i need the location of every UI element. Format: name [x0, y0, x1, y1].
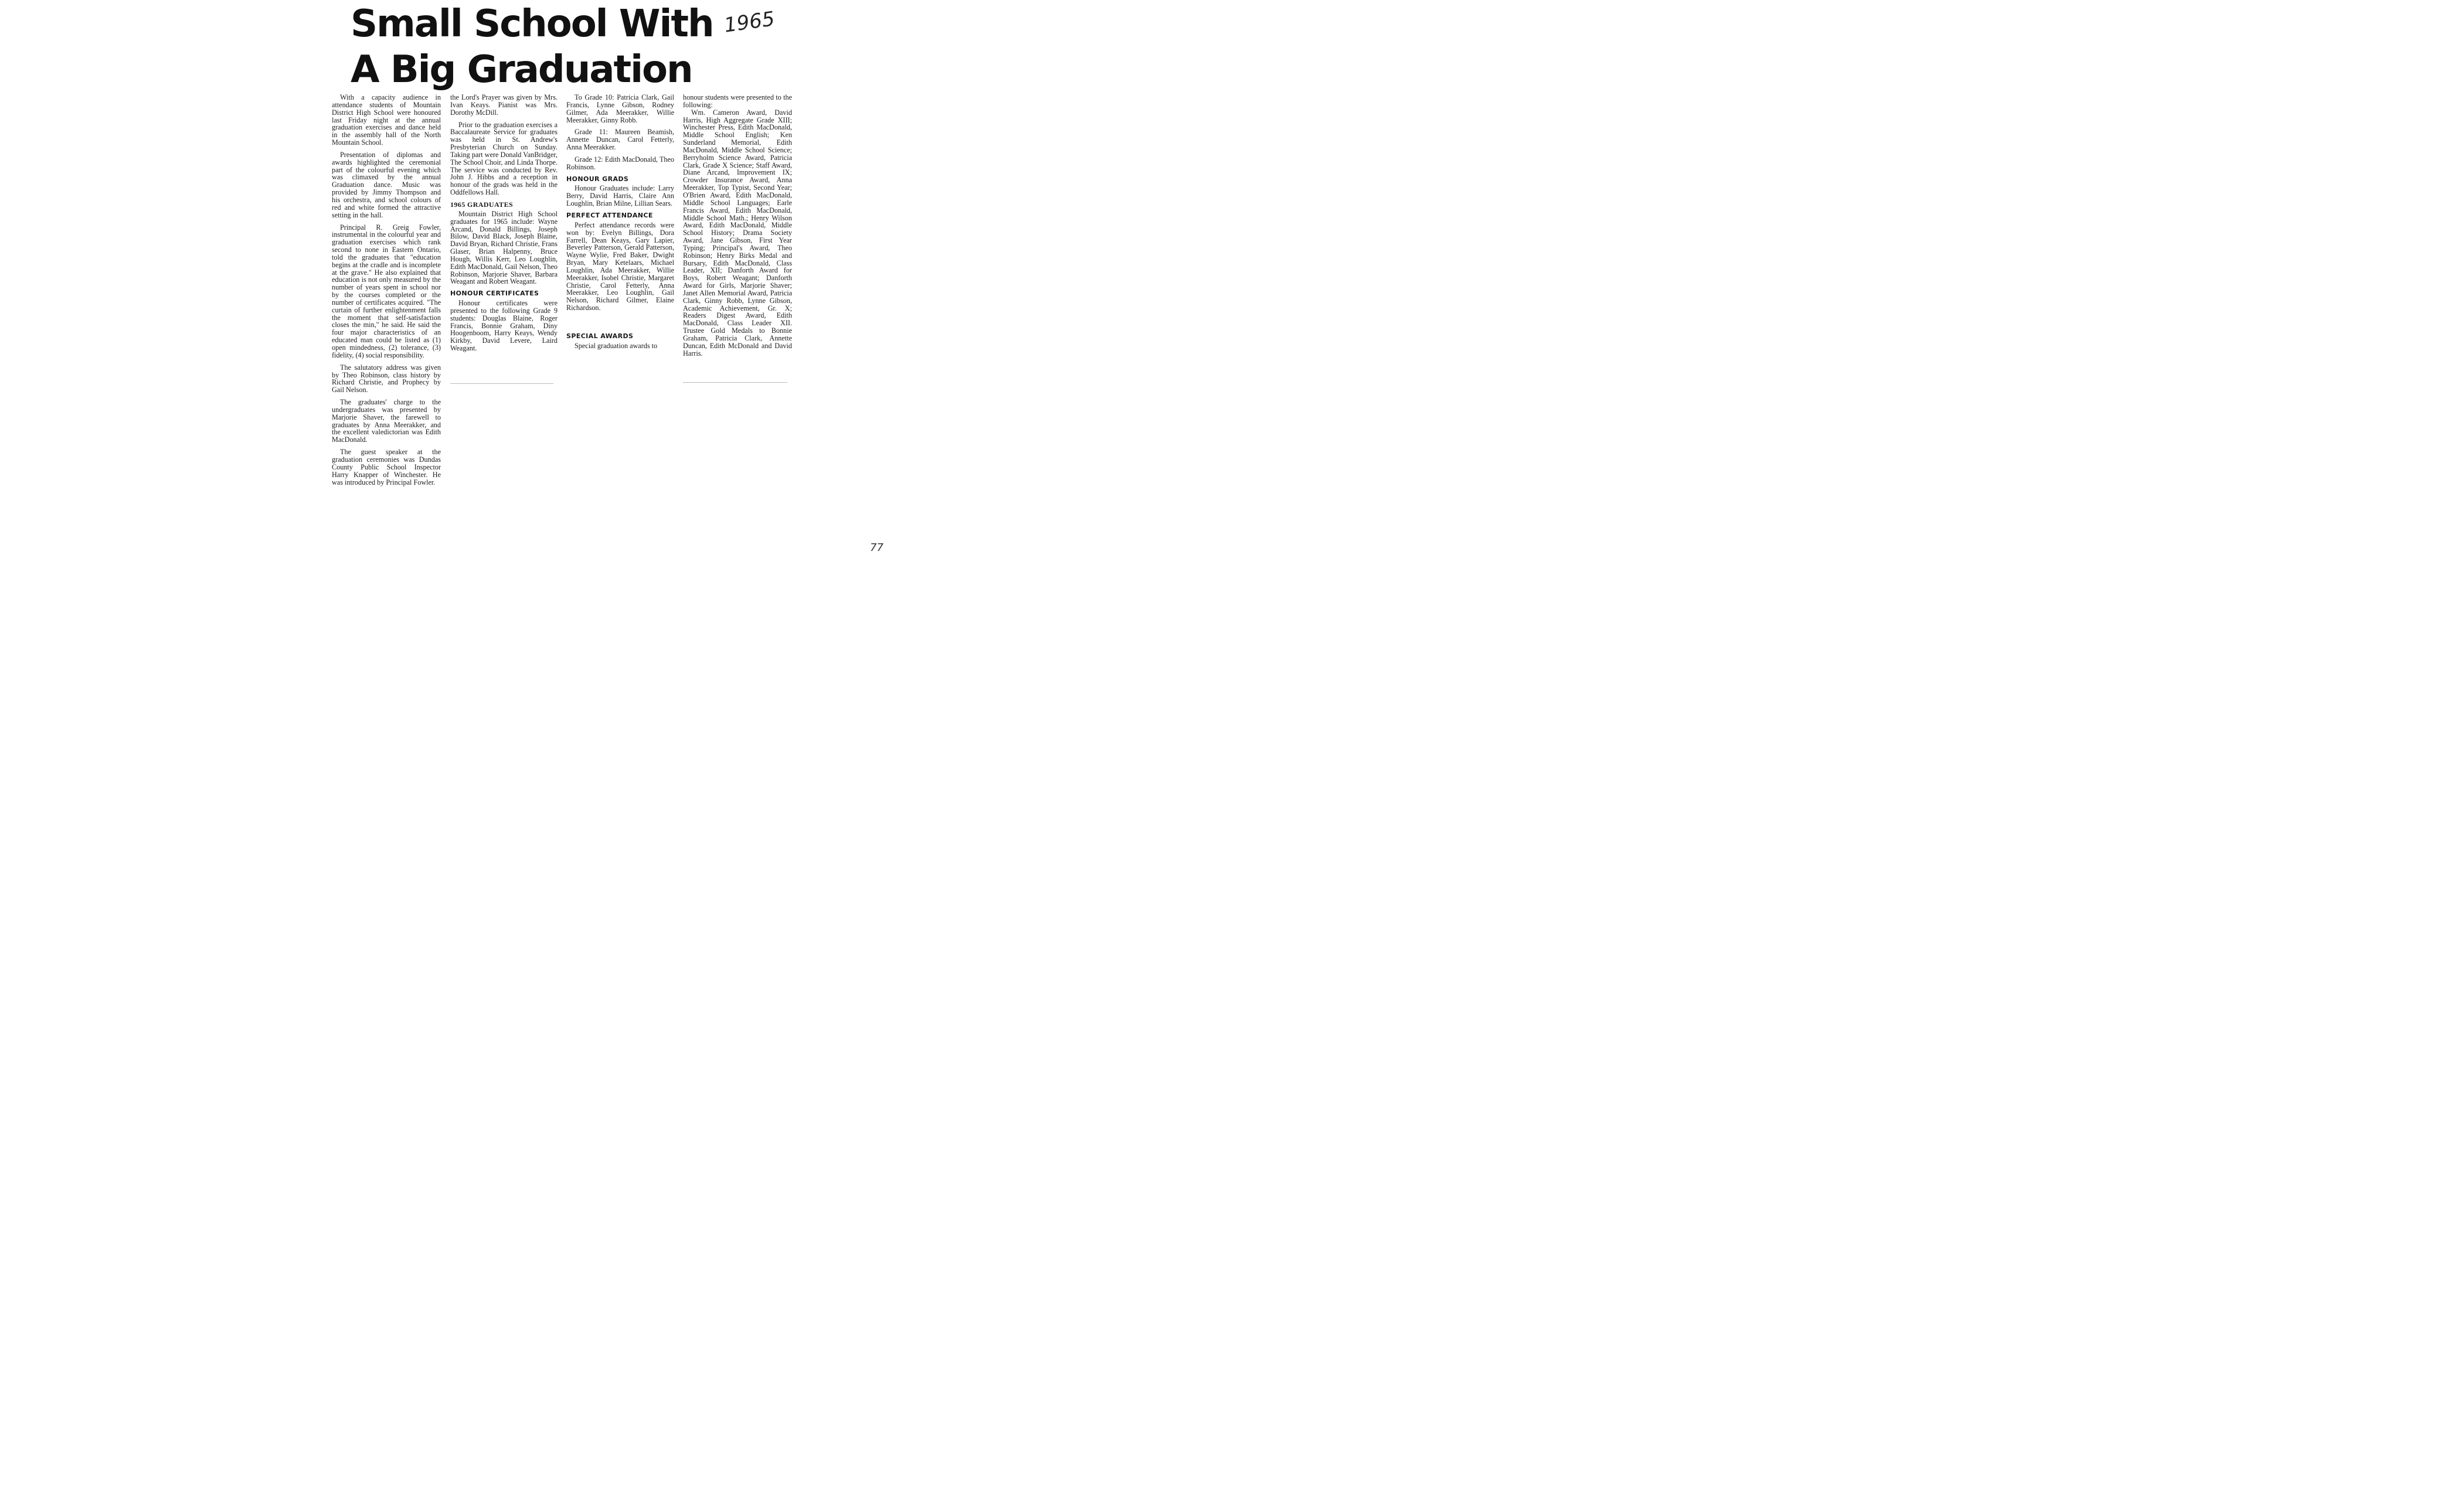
paragraph: Perfect attendance records were won by: Evelyn Billings, Dora Farrell, Dean Keays, Gary Lapier, Beverley Patterson, Gerald Patterson, Wayne Wylie, Fred Baker, Dwight Bryan, Mary Ketelaars, Michael Loughlin, Ada Meerakker, Willie Meerakker, Isobel Christie, Margaret Christie, Carol Fetterly, Anna Meerakker, Leo Loughlin, Gail Nelson, Richard Gilmer, Elaine Richardson.: [566, 220, 674, 312]
column-rule: [450, 383, 553, 384]
paragraph: With a capacity audience in attendance students of Mountain District High School were honoured last Friday night at the annual graduation exercises and dance held in the assembly hall of the North Mountain School.: [332, 93, 441, 147]
paragraph: Grade 12: Edith MacDonald, Theo Robinson.: [566, 155, 674, 171]
paragraph: Presentation of diplomas and awards highlighted the ceremonial part of the colourful evening which was climaxed by the annual Graduation dance. Music was provided by Jimmy Thompson and his orchestra, and school colours of red and white formed the attractive setting in the hall.: [332, 150, 441, 219]
paragraph: Grade 11: Maureen Beamish, Annette Duncan, Carol Fetterly, Anna Meerakker.: [566, 128, 674, 152]
paragraph: Special graduation awards to: [575, 341, 658, 350]
headline-line-2: A Big Graduation: [351, 48, 692, 91]
paragraph: To Grade 10: Patricia Clark, Gail Francis, Lynne Gibson, Rodney Gilmer, Ada Meerakker, Willie Meerakker, Ginny Robb.: [566, 93, 674, 124]
paragraph: The salutatory address was given by Theo Robinson, class history by Richard Christie, and Prophecy by Gail Nelson.: [332, 363, 441, 394]
section-heading-special-awards: SPECIAL AWARDS: [566, 332, 634, 340]
handwritten-year: 1965: [722, 7, 776, 38]
column-rule: [683, 382, 787, 383]
page-number: 77: [870, 542, 883, 554]
paragraph: Prior to the graduation exercises a Baccalaureate Service for graduates was held in St. Andrew's Presbyterian Church on Sunday. Taking part were Donald VanBridger, The School Choir, and Linda Thorpe. The service was conducted by Rev. John J. Hibbs and a reception in honour of the grads was held in the Oddfellows Hall.: [450, 120, 558, 197]
paragraph: the Lord's Prayer was given by Mrs. Ivan Keays. Pianist was Mrs. Dorothy McDill.: [450, 93, 558, 117]
paragraph: honour students were presented to the following:: [683, 93, 792, 109]
paragraph: The graduates' charge to the undergraduates was presented by Marjorie Shaver, the farewell to graduates by Anna Meerakker, and the excellent valedictorian was Edith MacDonald.: [332, 398, 441, 444]
section-heading-perfect-attendance: PERFECT ATTENDANCE: [566, 211, 653, 219]
paragraph: Mountain District High School graduates for 1965 include: Wayne Arcand, Donald Billings, Joseph Bilow, David Black, Joseph Blaine, David Bryan, Richard Christie, Frans Glaser, Brian Halpenny, Bruce Hough, Willis Kerr, Leo Loughlin, Edith MacDonald, Gail Nelson, Theo Robinson, Marjorie Shaver, Barbara Weagant and Robert Weagant.: [450, 209, 558, 286]
section-heading-honour-certificates: HONOUR CERTIFICATES: [450, 290, 539, 298]
section-heading-honour-grads: HONOUR GRADS: [566, 175, 629, 183]
article-column-1: [332, 94, 441, 491]
article-column-2: [450, 94, 558, 357]
article-column-4: [683, 94, 792, 358]
paragraph: Principal R. Greig Fowler, instrumental in the colourful year and graduation exercises which rank second to none in Eastern Ontario, told the graduates that "education begins at the cradle and is incomplete at the grave." He also explained that education is not only measured by the number of years spent in school nor by the courses completed or the number of certificates acquired. "The curtain of further enlightenment falls the moment that self-satisfaction closes the min," he said. He said the four major characteristics of an educated man could be listed as (1) open mindedness, (2) tolerance, (3) fidelity, (4) social responsibility.: [332, 223, 441, 359]
paragraph: The guest speaker at the graduation ceremonies was Dundas County Public School Inspector Harry Knapper of Winchester. He was introduced by Principal Fowler.: [332, 448, 441, 486]
section-heading-graduates: 1965 GRADUATES: [450, 200, 514, 209]
headline-line-1: Small School With: [351, 2, 713, 46]
headline: [351, 1, 726, 93]
paragraph: Wm. Cameron Award, David Harris, High Aggregate Grade XIII; Winchester Press, Edith MacDonald, Middle School English; Ken Sunderland Memorial, Edith MacDonald, Middle School Science; Berryholm Science Award, Patricia Clark, Grade X Science; Staff Award, Diane Arcand, Improvement IX; Crowder Insurance Award, Anna Meerakker, Top Typist, Second Year; O'Brien Award, Edith MacDonald, Middle School Languages; Earle Francis Award, Edith MacDonald, Middle School Math.; Henry Wilson Award, Edith MacDonald, Middle School History; Drama Society Award, Jane Gibson, First Year Typing; Principal's Award, Theo Robinson; Henry Birks Medal and Bursary, Edith MacDonald, Class Leader, XII; Danforth Award for Boys, Robert Weagant; Danforth Award for Girls, Marjorie Shaver; Janet Allen Memorial Award, Patricia Clark, Ginny Robb, Lynne Gibson, Academic Achievement, Gr. X; Readers Digest Award, Edith MacDonald, Class Leader XII. Trustee Gold Medals to Bonnie Graham, Patricia Clark, Annette Duncan, Edith McDonald and David Harris.: [683, 108, 792, 358]
article-column-3: [566, 94, 674, 355]
paragraph: Honour certificates were presented to the following Grade 9 students: Douglas Blaine, Roger Francis, Bonnie Graham, Diny Hoogenboom, Harry Keays, Wendy Kirkby, David Levere, Laird Weagant.: [450, 299, 558, 353]
paragraph: Honour Graduates include: Larry Berry, David Harris, Claire Ann Loughlin, Brian Milne, Lillian Sears.: [566, 184, 674, 208]
